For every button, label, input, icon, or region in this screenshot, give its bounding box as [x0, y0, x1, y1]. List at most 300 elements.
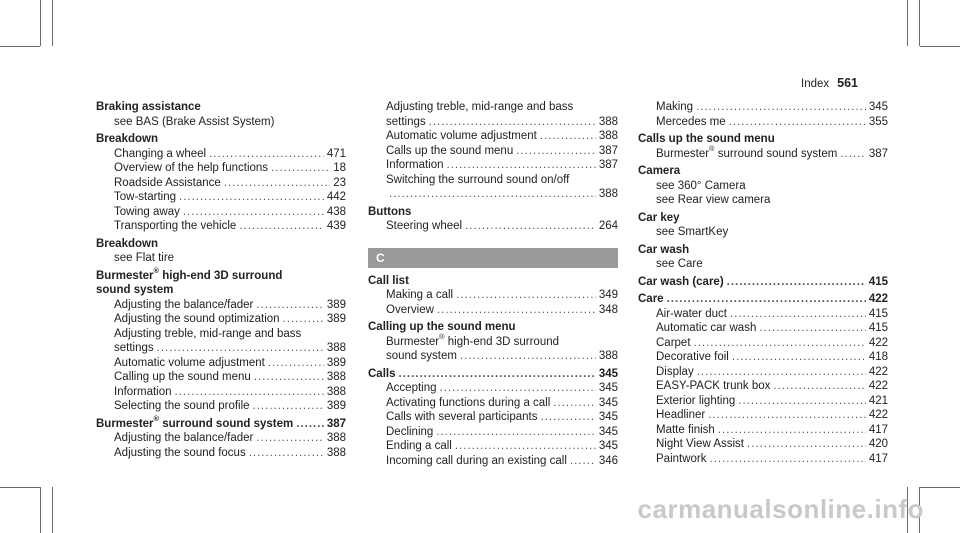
entry-text — [638, 165, 680, 177]
index-heading — [638, 132, 888, 147]
entry-label: Tow-starting — [114, 191, 176, 203]
page-ref[interactable]: 387 — [326, 417, 346, 430]
entry-text — [114, 356, 265, 371]
entry-text — [114, 446, 246, 461]
crop-mark — [919, 0, 920, 46]
index-heading — [96, 237, 346, 252]
entry-label: Adjusting the balance/fader — [114, 298, 254, 311]
index-subentry[interactable] — [368, 303, 618, 318]
entry-label: Burmester — [386, 335, 440, 348]
dot-leader — [436, 425, 596, 440]
entry-text — [656, 115, 726, 130]
entry-label: Matte finish — [656, 423, 715, 436]
entry-label: Adjusting the sound optimization — [114, 313, 280, 325]
page-ref[interactable]: 387 — [598, 144, 618, 157]
page-ref[interactable]: 417 — [868, 423, 888, 436]
entry-label: Calls up the sound menu — [638, 133, 775, 145]
entry-label: Call list — [368, 274, 409, 287]
dot-leader — [183, 205, 324, 220]
page-ref[interactable]: 349 — [598, 289, 618, 301]
entry-text — [386, 219, 462, 234]
index-subentry[interactable] — [96, 341, 346, 356]
index-see-entry — [638, 257, 888, 272]
entry-label: Calls up the sound menu — [386, 144, 514, 157]
entry-text — [114, 341, 154, 356]
entry-text — [656, 437, 744, 452]
dot-leader — [399, 367, 596, 382]
index-subentry[interactable] — [638, 350, 888, 365]
dot-leader — [460, 349, 596, 364]
entry-label: Breakdown — [96, 237, 158, 250]
page-ref[interactable]: 388 — [326, 371, 346, 383]
page-ref[interactable]: 345 — [598, 440, 618, 452]
entry-text — [114, 385, 172, 400]
entry-label: Exterior lighting — [656, 394, 736, 407]
index-subentry[interactable] — [638, 394, 888, 409]
dot-leader — [456, 288, 596, 303]
entry-text — [386, 349, 457, 364]
section-letter-banner: C — [368, 248, 618, 268]
entry-text — [638, 275, 724, 290]
entry-text — [114, 219, 236, 234]
page-ref[interactable]: 348 — [598, 303, 618, 316]
entry-text — [386, 303, 434, 318]
entry-text — [656, 379, 770, 394]
page-ref[interactable]: 422 — [868, 409, 888, 421]
entry-label: Roadside Assistance — [114, 176, 221, 189]
entry-text — [386, 425, 433, 440]
entry-label: see SmartKey — [656, 226, 729, 238]
entry-label: Braking assistance — [96, 101, 201, 113]
index-heading — [638, 243, 888, 258]
page-ref[interactable]: 389 — [326, 313, 346, 325]
index-subentry[interactable] — [96, 161, 346, 176]
entry-label: Transporting the vehicle — [114, 220, 237, 232]
entry-text — [656, 452, 707, 467]
index-subentry[interactable] — [638, 379, 888, 394]
index-subentry[interactable] — [638, 307, 888, 322]
index-see-entry — [96, 327, 346, 342]
index-heading — [96, 132, 346, 147]
page-ref[interactable]: 471 — [326, 147, 346, 160]
index-see-entry — [368, 173, 618, 188]
entry-label: Activating functions during a call — [386, 396, 551, 409]
entry-text — [656, 365, 694, 380]
index-heading — [96, 100, 346, 115]
index-subentry[interactable] — [638, 143, 888, 162]
entry-text — [656, 423, 715, 438]
page-ref[interactable]: 388 — [326, 385, 346, 398]
dot-leader — [224, 176, 330, 191]
page-ref[interactable]: 345 — [598, 382, 618, 394]
dot-leader — [759, 321, 865, 336]
entry-text — [96, 101, 201, 113]
entry-label: Incoming call during an existing call — [386, 454, 567, 467]
dot-leader — [540, 410, 595, 425]
index-subentry[interactable] — [96, 356, 346, 371]
header-label: Index — [801, 78, 830, 90]
dot-leader — [455, 439, 596, 454]
index-heading — [368, 274, 618, 289]
index-column-3 — [638, 100, 888, 466]
crop-mark — [0, 46, 40, 47]
index-subentry[interactable] — [96, 147, 346, 162]
entry-label: Changing a wheel — [114, 147, 207, 160]
index-subentry[interactable] — [368, 187, 618, 202]
dot-leader — [747, 437, 866, 452]
entry-label: settings — [386, 115, 426, 128]
index-heading — [638, 164, 888, 179]
entry-label: Automatic car wash — [656, 322, 757, 334]
dot-leader — [465, 219, 596, 234]
entry-text — [114, 370, 251, 385]
entry-text — [656, 100, 693, 115]
entry-label: Making a call — [386, 289, 454, 301]
dot-leader — [447, 158, 596, 173]
entry-text — [114, 147, 206, 162]
index-subentry[interactable] — [368, 454, 618, 469]
entry-label: Burmester — [656, 147, 710, 160]
entry-label: sound system — [386, 350, 457, 362]
entry-text — [656, 226, 728, 238]
dot-leader — [732, 350, 866, 365]
index-subentry[interactable] — [638, 437, 888, 452]
dot-leader — [840, 147, 866, 162]
entry-label: Calls with several participants — [386, 411, 538, 423]
entry-label: Adjusting the balance/fader — [114, 432, 254, 444]
page-ref[interactable]: 422 — [868, 293, 888, 305]
dot-leader — [696, 100, 866, 115]
entry-text — [114, 431, 253, 446]
entry-text — [114, 176, 221, 191]
entry-label: Overview — [386, 303, 434, 316]
index-subentry[interactable] — [96, 176, 346, 191]
index-subentry[interactable] — [368, 425, 618, 440]
index-subentry[interactable] — [96, 446, 346, 461]
crop-mark — [40, 487, 41, 533]
entry-label: Car wash — [638, 243, 690, 256]
entry-label: Buttons — [368, 205, 412, 218]
index-subentry[interactable] — [638, 336, 888, 351]
crop-mark — [920, 46, 960, 47]
entry-label-cont: high-end 3D surround — [159, 269, 283, 282]
page-ref[interactable]: 389 — [326, 356, 346, 369]
entry-label: sound system — [96, 284, 174, 296]
entry-label: Selecting the sound profile — [114, 400, 250, 412]
page-ref[interactable]: 388 — [326, 432, 346, 444]
index-subentry[interactable] — [638, 452, 888, 467]
page-ref[interactable]: 346 — [598, 454, 618, 467]
index-heading-entry[interactable] — [638, 275, 888, 290]
page-ref[interactable]: 415 — [868, 275, 888, 288]
entry-label: Paintwork — [656, 452, 707, 465]
index-subentry[interactable] — [368, 129, 618, 144]
registered-mark: ® — [153, 413, 160, 423]
index-subentry[interactable] — [96, 312, 346, 327]
crop-mark — [907, 0, 908, 46]
dot-leader — [694, 336, 866, 351]
dot-leader — [271, 161, 330, 176]
index-heading — [96, 265, 346, 284]
entry-label: Adjusting the sound focus — [114, 446, 246, 459]
entry-text — [386, 381, 437, 396]
entry-text — [638, 133, 775, 145]
index-see-entry — [368, 100, 618, 115]
entry-label: Air-water duct — [656, 307, 727, 320]
dot-leader — [553, 396, 596, 411]
index-subentry[interactable] — [368, 115, 618, 130]
entry-label: Camera — [638, 165, 681, 177]
index-subentry[interactable] — [96, 205, 346, 220]
index-subentry[interactable] — [368, 410, 618, 425]
entry-label: Adjusting treble, mid-range and bass — [114, 327, 302, 340]
entry-text — [656, 180, 746, 192]
entry-label: Decorative foil — [656, 351, 729, 363]
entry-text — [656, 258, 703, 270]
entry-text — [96, 133, 158, 145]
entry-text — [114, 328, 301, 340]
index-subentry[interactable] — [638, 408, 888, 423]
page-ref[interactable]: 420 — [868, 438, 888, 450]
entry-label: Night View Assist — [656, 438, 744, 450]
entry-text — [656, 143, 838, 162]
index-subentry[interactable] — [368, 381, 618, 396]
page-ref[interactable]: 345 — [598, 425, 618, 438]
entry-text — [656, 307, 727, 322]
entry-text — [656, 408, 705, 423]
entry-text — [114, 116, 274, 128]
index-subentry[interactable] — [638, 100, 888, 115]
entry-label: Information — [114, 385, 172, 398]
dot-leader — [730, 307, 866, 322]
entry-text — [386, 115, 426, 130]
page-ref[interactable]: 345 — [598, 396, 618, 409]
page-ref[interactable]: 415 — [868, 307, 888, 320]
dot-leader — [729, 115, 866, 130]
index-see-entry — [96, 115, 346, 130]
entry-text — [386, 439, 452, 454]
entry-text — [368, 206, 411, 218]
entry-text — [386, 454, 567, 469]
page-ref[interactable]: 389 — [326, 400, 346, 412]
index-column-1 — [96, 100, 346, 460]
index-heading — [368, 320, 618, 335]
index-heading — [96, 283, 346, 298]
index-subentry[interactable] — [96, 219, 346, 234]
dot-leader — [179, 190, 324, 205]
index-subentry[interactable] — [96, 431, 346, 446]
page-ref[interactable]: 422 — [868, 336, 888, 349]
entry-text — [638, 244, 689, 256]
entry-label: Headliner — [656, 409, 706, 421]
index-subentry[interactable] — [638, 423, 888, 438]
index-heading-entry[interactable] — [96, 413, 346, 432]
dot-leader — [773, 379, 865, 394]
dot-leader — [710, 452, 866, 467]
page-ref[interactable]: 388 — [598, 350, 618, 362]
entry-text — [386, 396, 550, 411]
index-subentry[interactable] — [638, 115, 888, 130]
entry-label: Care — [638, 293, 664, 305]
index-subentry[interactable] — [368, 439, 618, 454]
entry-label: settings — [114, 342, 154, 354]
index-subentry[interactable] — [96, 385, 346, 400]
entry-label: Steering wheel — [386, 220, 463, 232]
dot-leader — [708, 408, 866, 423]
registered-mark: ® — [439, 331, 445, 341]
entry-text — [114, 161, 268, 176]
page-ref[interactable]: 388 — [326, 342, 346, 354]
entry-label: Making — [656, 101, 694, 113]
dot-leader — [718, 423, 866, 438]
dot-leader — [239, 219, 324, 234]
entry-label: Towing away — [114, 205, 180, 218]
index-subentry[interactable] — [96, 370, 346, 385]
page-ref[interactable]: 417 — [868, 452, 888, 465]
dot-leader — [249, 446, 324, 461]
index-see-entry — [638, 225, 888, 240]
dot-leader — [389, 187, 596, 202]
entry-text — [96, 413, 294, 432]
dot-leader — [296, 417, 324, 432]
entry-text — [114, 252, 174, 264]
dot-leader — [256, 298, 323, 313]
entry-label: Calling up the sound menu — [368, 321, 516, 333]
entry-label: Declining — [386, 425, 434, 438]
entry-text — [656, 194, 770, 206]
entry-label-cont: surround sound system — [159, 417, 294, 430]
entry-label: Breakdown — [96, 133, 158, 145]
index-subentry[interactable] — [368, 396, 618, 411]
dot-leader — [157, 341, 324, 356]
page-ref[interactable]: 345 — [868, 101, 888, 113]
entry-label: see Flat tire — [114, 252, 175, 264]
dot-leader — [256, 431, 323, 446]
entry-label-cont: high-end 3D surround — [444, 335, 560, 348]
entry-text — [96, 265, 283, 282]
entry-text — [386, 101, 573, 113]
entry-label: Car wash (care) — [638, 275, 724, 288]
crop-mark — [52, 487, 53, 533]
entry-label: Mercedes me — [656, 115, 726, 128]
page-ref[interactable]: 438 — [326, 205, 346, 218]
entry-text — [96, 238, 158, 250]
entry-label: Adjusting treble, mid-range and bass — [386, 101, 574, 113]
index-subentry[interactable] — [368, 158, 618, 173]
page-header — [801, 76, 858, 90]
dot-leader — [540, 129, 596, 144]
entry-label-cont: surround sound system — [714, 147, 838, 160]
entry-text — [96, 284, 173, 296]
index-heading-entry[interactable] — [368, 367, 618, 382]
entry-label: Display — [656, 365, 694, 378]
entry-label: see Rear view camera — [656, 194, 771, 206]
page-ref[interactable]: 387 — [598, 159, 618, 171]
entry-label: Car key — [638, 211, 680, 224]
entry-text — [114, 205, 180, 220]
page-ref[interactable]: 23 — [333, 176, 346, 189]
index-subentry[interactable] — [368, 144, 618, 159]
page-ref[interactable]: 422 — [868, 380, 888, 392]
entry-label: see 360° Camera — [656, 179, 746, 192]
index-heading-entry[interactable] — [638, 292, 888, 307]
index-column-2 — [368, 100, 618, 468]
dot-leader — [254, 370, 324, 385]
entry-text — [386, 129, 537, 144]
index-subentry[interactable] — [368, 288, 618, 303]
page-ref[interactable]: 345 — [598, 367, 618, 380]
dot-leader — [429, 115, 596, 130]
index-subentry[interactable] — [96, 399, 346, 414]
page-ref[interactable]: 345 — [598, 411, 618, 423]
page-ref[interactable]: 388 — [326, 446, 346, 459]
index-subentry[interactable] — [638, 321, 888, 336]
dot-leader — [253, 399, 324, 414]
entry-label: Overview of the help functions — [114, 162, 269, 174]
entry-label: see Care — [656, 258, 703, 270]
page-ref[interactable]: 415 — [868, 322, 888, 334]
page-ref[interactable]: 264 — [598, 220, 618, 232]
page-ref[interactable]: 422 — [868, 365, 888, 378]
entry-text — [114, 190, 176, 205]
registered-mark: ® — [153, 265, 160, 275]
dot-leader — [440, 381, 596, 396]
index-subentry[interactable] — [96, 190, 346, 205]
entry-label: Calling up the sound menu — [114, 371, 251, 383]
registered-mark: ® — [709, 143, 715, 153]
page-ref[interactable]: 388 — [598, 115, 618, 128]
watermark: carmanualsonline.info — [637, 494, 924, 524]
dot-leader — [738, 394, 866, 409]
dot-leader — [516, 144, 596, 159]
dot-leader — [209, 147, 324, 162]
dot-leader — [570, 454, 596, 469]
dot-leader — [697, 365, 866, 380]
page-ref[interactable]: 355 — [868, 115, 888, 128]
index-subentry[interactable] — [368, 219, 618, 234]
page-ref[interactable]: 388 — [598, 130, 618, 142]
page-ref[interactable]: 442 — [326, 191, 346, 203]
index-see-entry — [638, 179, 888, 194]
entry-text — [368, 367, 396, 382]
entry-label: Automatic volume adjustment — [386, 130, 537, 142]
index-see-entry — [638, 193, 888, 208]
entry-label: Ending a call — [386, 440, 452, 452]
entry-text — [638, 212, 680, 224]
index-see-entry — [368, 331, 618, 350]
page-ref[interactable]: 387 — [868, 147, 888, 160]
entry-text — [386, 158, 444, 173]
page-ref[interactable]: 439 — [326, 220, 346, 232]
entry-text — [114, 399, 250, 414]
entry-text — [656, 321, 756, 336]
page-ref[interactable]: 18 — [333, 162, 346, 174]
dot-leader — [667, 292, 866, 307]
entry-text — [386, 144, 513, 159]
dot-leader — [175, 385, 324, 400]
index-heading — [368, 205, 618, 220]
index-subentry[interactable] — [638, 365, 888, 380]
page-ref[interactable]: 418 — [868, 351, 888, 363]
page-ref[interactable]: 389 — [326, 298, 346, 311]
index-subentry[interactable] — [96, 298, 346, 313]
entry-label: Switching the surround sound on/off — [386, 173, 570, 186]
index-subentry[interactable] — [368, 349, 618, 364]
dot-leader — [437, 303, 596, 318]
page-ref[interactable]: 421 — [868, 394, 888, 407]
entry-label: EASY-PACK trunk box — [656, 380, 771, 392]
page-ref[interactable]: 388 — [598, 188, 618, 200]
